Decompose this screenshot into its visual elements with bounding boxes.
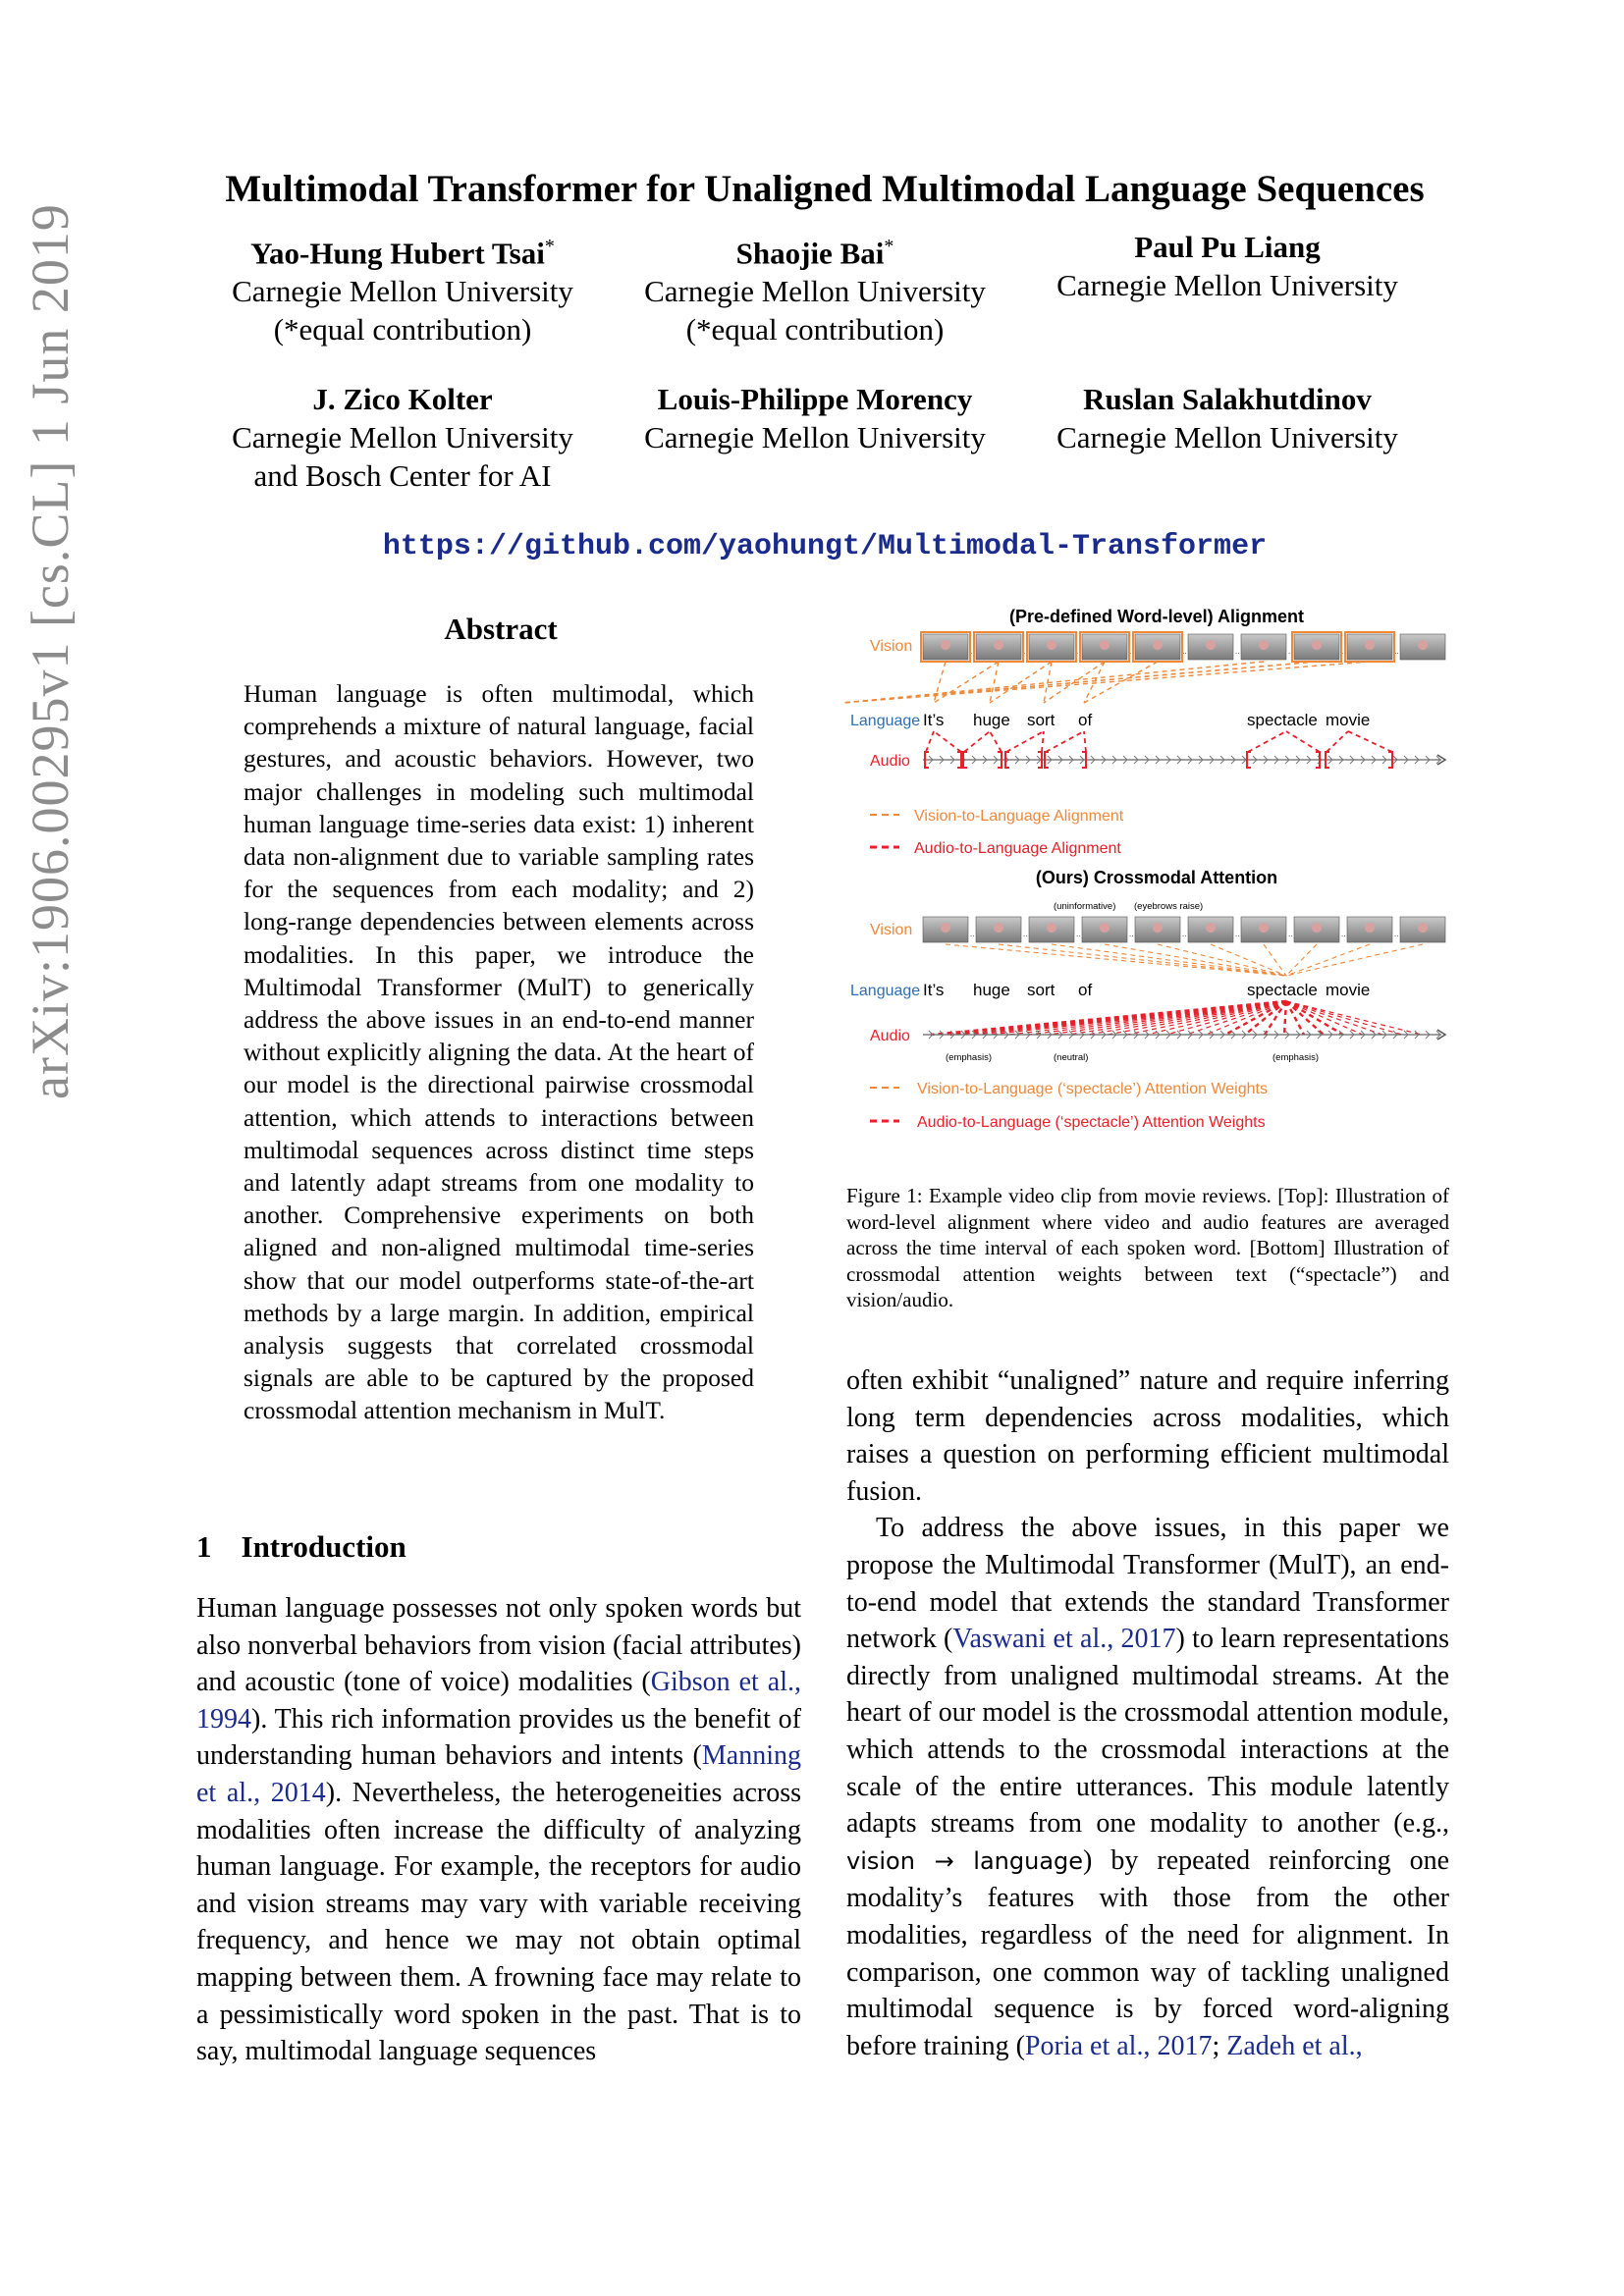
face-glyph	[1153, 640, 1163, 650]
dashed-connection	[934, 662, 999, 703]
word-its: It’s	[923, 981, 945, 999]
author	[196, 380, 609, 495]
author-name: Ruslan Salakhutdinov	[1083, 382, 1372, 417]
face-glyph	[994, 923, 1003, 933]
citation-link[interactable]: Vaswani et al., 2017	[952, 1624, 1176, 1655]
face-glyph	[1418, 923, 1428, 933]
ellipsis-glyph: ..	[1235, 930, 1240, 938]
body-text: Human language possesses not only spoken words but also nonverbal behaviors from vision (facial attributes) and acoustic (tone of voice) modalities (	[196, 1593, 801, 1698]
body-text: ) by repeated reinforcing one modality’s features with those from the other modalities, regardless of the need for alignment. In comparison, one common way of tackling unaligned multimodal sequence is by forced word-aligning before training (	[846, 1844, 1449, 2061]
note-emphasis: (emphasis)	[946, 1052, 992, 1063]
citation-link[interactable]: Poria et al., 2017	[1024, 2030, 1213, 2061]
dashed-connection	[934, 731, 961, 752]
author-affiliation: Carnegie Mellon University	[644, 274, 986, 309]
figure-bottom-title: (Ours) Crossmodal Attention	[1035, 868, 1278, 887]
dashed-connection	[842, 662, 1370, 703]
figure-1	[842, 601, 1471, 1150]
abstract-heading: Abstract	[444, 612, 558, 646]
ellipsis-glyph: ..	[1076, 930, 1081, 938]
author-affiliation: Carnegie Mellon University	[232, 274, 573, 309]
face-glyph	[1100, 640, 1110, 650]
word-its: It’s	[923, 711, 945, 729]
note-neutral: (neutral)	[1054, 1052, 1089, 1063]
math-inline: vision → language	[846, 1846, 1084, 1875]
citation-link[interactable]: Gibson et al., 1994	[196, 1667, 802, 1735]
dashed-connection	[1105, 944, 1286, 976]
dashed-connection	[1248, 731, 1286, 752]
author	[609, 228, 1021, 348]
face-glyph	[994, 640, 1003, 650]
code-repository-link[interactable]: https://github.com/yaohungt/Multimodal-Transformer	[382, 530, 1268, 563]
author-note: and Bosch Center for AI	[253, 458, 552, 494]
ellipsis-glyph: ..	[1235, 647, 1240, 656]
dashed-connection	[1326, 731, 1348, 752]
author-affiliation: Carnegie Mellon University	[1056, 268, 1398, 302]
row-label-audio: Audio	[870, 1028, 910, 1044]
author-name: Yao-Hung Hubert Tsai	[250, 236, 545, 271]
author-affiliation: Carnegie Mellon University	[644, 420, 986, 455]
figure-top-title: (Pre-defined Word-level) Alignment	[1008, 607, 1305, 626]
word-spectacle: spectacle	[1247, 711, 1318, 729]
section-title: Introduction	[241, 1529, 406, 1564]
dashed-connection	[999, 944, 1286, 976]
body-text: ). This rich information provides us the benefit of understanding human behaviors and intents (	[196, 1703, 801, 1772]
citation-link[interactable]: Zadeh et al.,	[1226, 2030, 1363, 2061]
word-spectacle: spectacle	[1247, 981, 1318, 999]
section-number: 1	[196, 1529, 212, 1564]
dashed-connection	[1006, 731, 1044, 752]
face-glyph	[1312, 640, 1322, 650]
legend-vision-alignment: Vision-to-Language Alignment	[914, 808, 1124, 825]
paragraph	[846, 1510, 1449, 2064]
legend-audio-alignment: Audio-to-Language Alignment	[914, 840, 1121, 857]
author-name: Paul Pu Liang	[1134, 230, 1321, 264]
dashed-connection	[1286, 944, 1317, 976]
dashed-connection	[1084, 731, 1086, 752]
word-sort: sort	[1027, 981, 1056, 999]
author-name: Louis-Philippe Morency	[657, 382, 973, 417]
face-glyph	[1047, 640, 1056, 650]
citation-link[interactable]: Manning et al., 2014	[196, 1740, 801, 1808]
face-glyph	[1365, 923, 1375, 933]
face-glyph	[941, 923, 950, 933]
note-uninformative: (uninformative)	[1054, 901, 1116, 912]
row-label-language: Language	[850, 713, 921, 729]
author-list	[196, 228, 1434, 495]
word-movie: movie	[1326, 711, 1371, 729]
dashed-connection	[1286, 944, 1370, 976]
equal-contribution-mark: *	[544, 236, 555, 257]
dashed-connection	[1284, 1001, 1286, 1035]
ellipsis-glyph: ..	[1288, 647, 1293, 656]
word-sort: sort	[1027, 711, 1056, 729]
alignment-attention-diagram	[842, 601, 1471, 1150]
row-label-language: Language	[850, 983, 921, 999]
author	[1021, 380, 1434, 495]
note-emphasis: (emphasis)	[1272, 1052, 1319, 1063]
ellipsis-glyph: ..	[1023, 930, 1028, 938]
ellipsis-glyph: ..	[1341, 930, 1346, 938]
legend-audio-attention: Audio-to-Language (‘spectacle’) Attention Weights	[917, 1114, 1266, 1131]
paper-title: Multimodal Transformer for Unaligned Multimodal Language Sequences	[225, 168, 1425, 210]
body-text: ) to learn representations directly from unaligned multimodal streams. At the heart of our model is the crossmodal attention module, which attends to the crossmodal interactions at the scale of the entire utterances. This module latently adapts streams from one modality to another (e.g.,	[846, 1624, 1449, 1840]
word-of: of	[1078, 981, 1093, 999]
intro-paragraph-left	[196, 1590, 801, 2070]
row-label-vision: Vision	[870, 638, 913, 655]
intro-paragraph-right	[846, 1362, 1449, 2064]
dashed-connection	[1052, 944, 1286, 976]
ellipsis-glyph: ..	[1129, 930, 1134, 938]
author-affiliation: Carnegie Mellon University	[1056, 420, 1398, 455]
dashed-connection	[1286, 1001, 1402, 1035]
arxiv-identifier: arXiv:1906.00295v1 [cs.CL] 1 Jun 2019	[21, 203, 80, 1099]
ellipsis-glyph: ..	[1076, 647, 1081, 656]
figure-caption: Figure 1: Example video clip from movie reviews. [Top]: Illustration of word-level alignment where video and audio features are averaged across the time interval of each spoken word. [Bottom] Illustration of crossmodal attention weights between text (“spectacle”) and vision/audio.	[846, 1184, 1449, 1311]
row-label-audio: Audio	[870, 753, 910, 770]
dashed-connection	[1286, 1001, 1363, 1035]
dashed-connection	[1286, 731, 1320, 752]
face-glyph	[1206, 923, 1216, 933]
face-glyph	[941, 640, 950, 650]
ellipsis-glyph: ..	[1129, 647, 1134, 656]
author-name: Shaojie Bai	[735, 236, 885, 271]
ellipsis-glyph: ..	[1182, 930, 1187, 938]
dashed-connection	[990, 662, 1052, 703]
face-glyph	[1206, 640, 1216, 650]
paragraph: often exhibit “unaligned” nature and require inferring long term dependencies across modalities, which raises a question on performing efficient multimodal fusion.	[846, 1365, 1449, 1507]
dashed-connection	[990, 731, 1001, 752]
dashed-connection	[1166, 1001, 1286, 1035]
ellipsis-glyph: ..	[970, 647, 975, 656]
word-huge: huge	[973, 981, 1010, 999]
word-huge: huge	[973, 711, 1010, 729]
face-glyph	[1153, 923, 1163, 933]
body-text: ). Nevertheless, the heterogeneities across modalities often increase the difficulty of analyzing human language. For example, the receptors for audio and vision streams may vary with variable receiving frequency, and hence we may not obtain optimal mapping between them. A frowning face may relate to a pessimistically word spoken in the past. That is to say, multimodal language sequences	[196, 1777, 801, 2067]
dashed-connection	[1286, 1001, 1422, 1035]
author	[609, 380, 1021, 495]
face-glyph	[1312, 923, 1322, 933]
face-glyph	[1259, 640, 1269, 650]
dashed-connection	[990, 662, 999, 703]
ellipsis-glyph: ..	[1394, 647, 1399, 656]
ellipsis-glyph: ..	[970, 930, 975, 938]
author	[1021, 228, 1434, 348]
dashed-connection	[1264, 944, 1286, 976]
body-text: To address the above issues, in this paper we propose the Multimodal Transformer (MulT), an end-to-end model that extends the standard Transformer network (	[846, 1513, 1449, 1655]
ellipsis-glyph: ..	[1394, 930, 1399, 938]
ellipsis-glyph: ..	[1288, 930, 1293, 938]
ellipsis-glyph: ..	[1341, 647, 1346, 656]
dashed-connection	[964, 731, 990, 752]
note-eyebrows-raise: (eyebrows raise)	[1134, 901, 1204, 912]
ellipsis-glyph: ..	[1023, 647, 1028, 656]
dashed-connection	[1286, 944, 1423, 976]
dashed-connection	[1042, 731, 1044, 752]
face-glyph	[1259, 923, 1269, 933]
face-glyph	[1100, 923, 1110, 933]
author	[196, 228, 609, 348]
author-note: (*equal contribution)	[273, 312, 532, 347]
face-glyph	[1365, 640, 1375, 650]
legend-vision-attention: Vision-to-Language (‘spectacle’) Attention Weights	[917, 1081, 1268, 1097]
row-label-vision: Vision	[870, 922, 913, 938]
author-affiliation: Carnegie Mellon University	[232, 420, 573, 455]
equal-contribution-mark: *	[884, 236, 894, 257]
body-text: ;	[1212, 2030, 1227, 2061]
author-note: (*equal contribution)	[685, 312, 945, 347]
dashed-connection	[1046, 731, 1084, 752]
ellipsis-glyph: ..	[1182, 647, 1187, 656]
author-name: J. Zico Kolter	[312, 382, 493, 417]
word-movie: movie	[1326, 981, 1371, 999]
dashed-connection	[946, 944, 1286, 976]
face-glyph	[1047, 923, 1056, 933]
dashed-connection	[842, 662, 1317, 703]
dashed-connection	[926, 731, 934, 752]
abstract-text: Human language is often multimodal, which comprehends a mixture of natural language, facial gestures, and acoustic behaviors. However, two major challenges in modeling such multimodal human language time-series data exist: 1) inherent data non-alignment due to variable sampling rates for the sequences from each modality; and 2) long-range dependencies between elements across modalities. In this paper, we introduce the Multimodal Transformer (MulT) to generically address the above issues in an end-to-end manner without explicitly aligning the data. At the heart of our model is the directional pairwise crossmodal attention, which attends to interactions between multimodal sequences across distinct time steps and latently adapt streams from one modality to another. Comprehensive experiments on both aligned and non-aligned multimodal time-series show that our model outperforms state-of-the-art methods by a large margin. In addition, empirical analysis suggests that correlated crossmodal signals are able to be captured by the proposed crossmodal attention mechanism in MulT.	[244, 679, 754, 1425]
word-of: of	[1078, 711, 1093, 729]
face-glyph	[1418, 640, 1428, 650]
section-heading	[196, 1529, 406, 1565]
dashed-connection	[1348, 731, 1392, 752]
